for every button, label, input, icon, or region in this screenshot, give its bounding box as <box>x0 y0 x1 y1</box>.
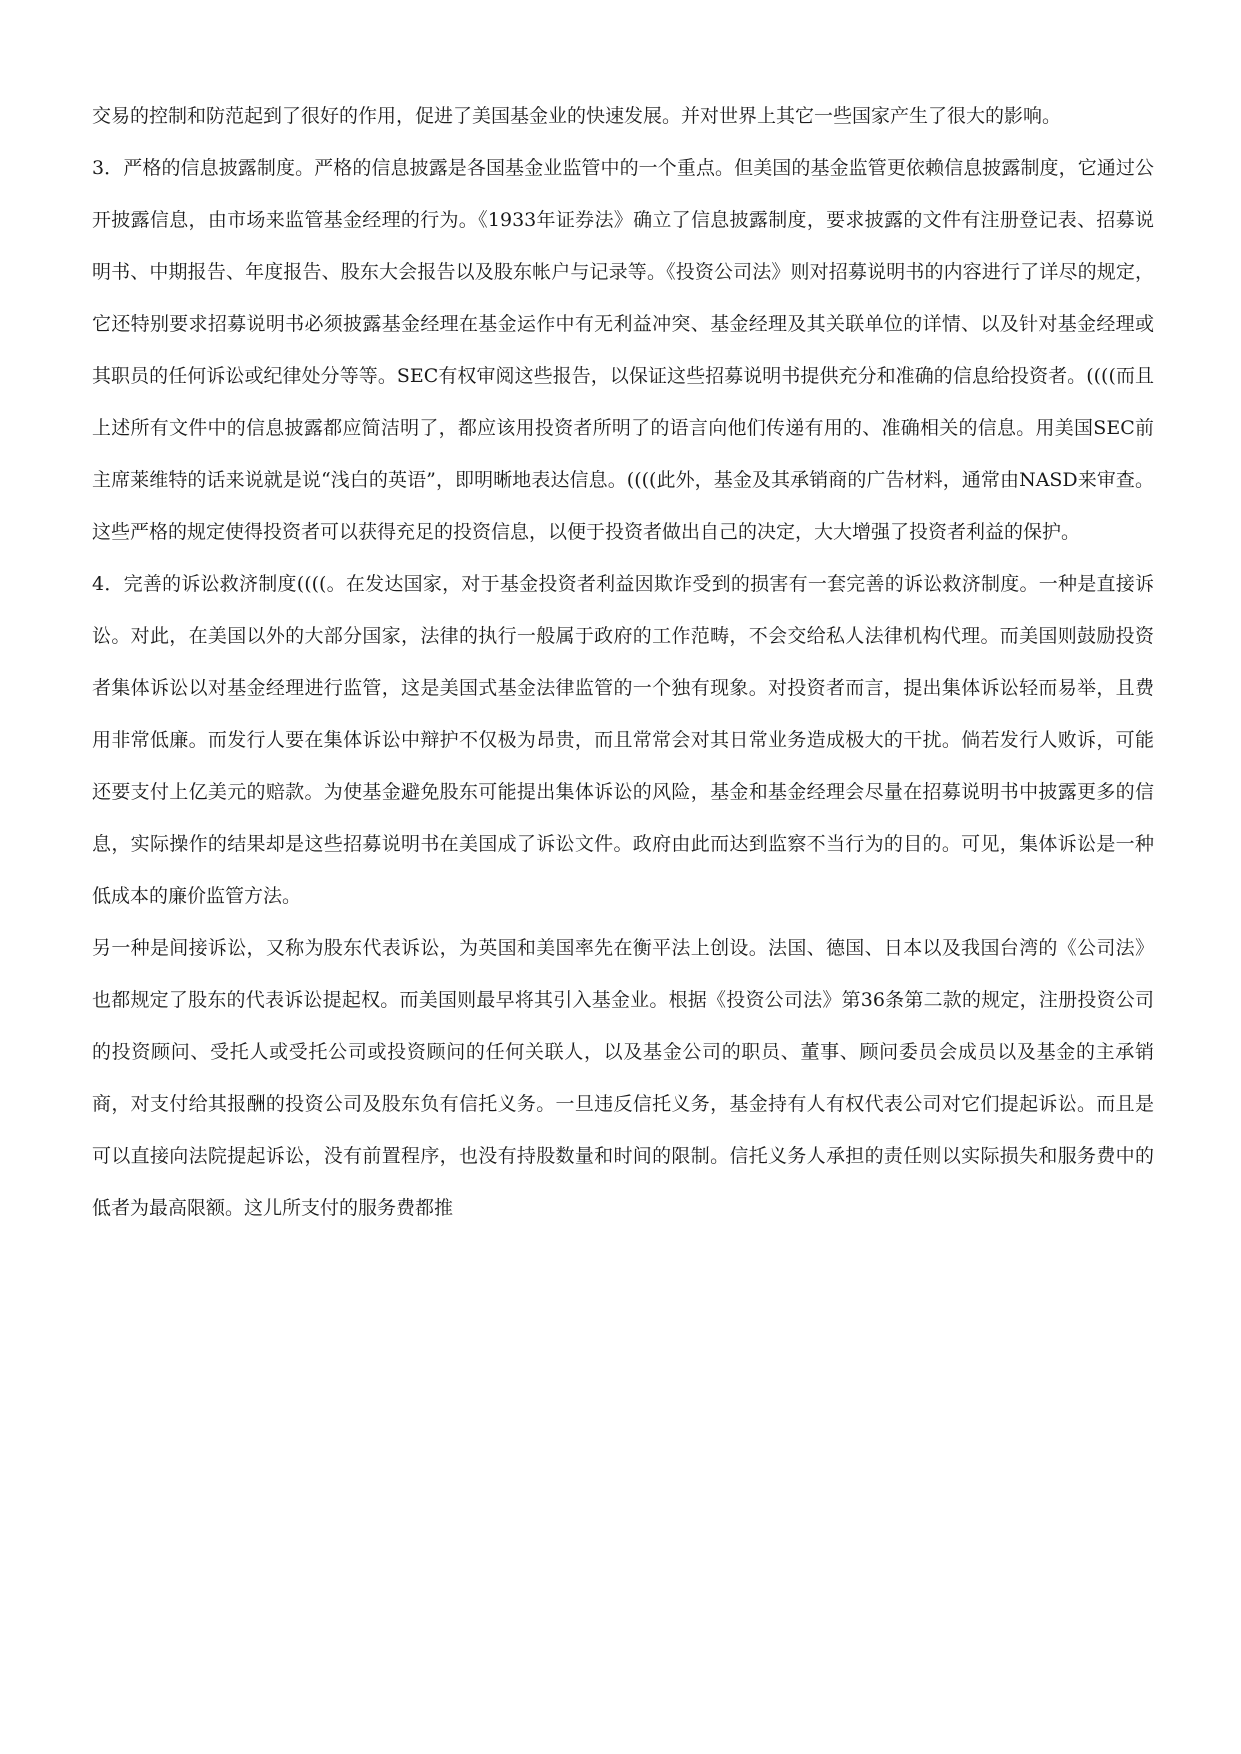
paragraph-disclosure-system: 3．严格的信息披露制度。严格的信息披露是各国基金业监管中的一个重点。但美国的基金监管更依赖信息披露制度，它通过公开披露信息，由市场来监管基金经理的行为。《1933年证券法》确立了信息披露制度，要求披露的文件有注册登记表、招募说明书、中期报告、年度报告、股东大会报告以及股东帐户与记录等。《投资公司法》则对招募说明书的内容进行了详尽的规定，它还特别要求招募说明书必须披露基金经理在基金运作中有无利益冲突、基金经理及其关联单位的详情、以及针对基金经理或其职员的任何诉讼或纪律处分等等。SEC有权审阅这些报告，以保证这些招募说明书提供充分和准确的信息给投资者。((((而且上述所有文件中的信息披露都应简洁明了，都应该用投资者所明了的语言向他们传递有用的、准确相关的信息。用美国SEC前主席莱维特的话来说就是说“浅白的英语”，即明晰地表达信息。((((此外，基金及其承销商的广告材料，通常由NASD来审查。这些严格的规定使得投资者可以获得充足的投资信息，以便于投资者做出自己的决定，大大增强了投资者利益的保护。 <box>92 157 1154 543</box>
document-body <box>92 90 1154 1234</box>
paragraph-litigation-relief: 4．完善的诉讼救济制度((((。在发达国家，对于基金投资者利益因欺诈受到的损害有一套完善的诉讼救济制度。一种是直接诉讼。对此，在美国以外的大部分国家，法律的执行一般属于政府的工作范畴，不会交给私人法律机构代理。而美国则鼓励投资者集体诉讼以对基金经理进行监管，这是美国式基金法律监管的一个独有现象。对投资者而言，提出集体诉讼轻而易举，且费用非常低廉。而发行人要在集体诉讼中辩护不仅极为昂贵，而且常常会对其日常业务造成极大的干扰。倘若发行人败诉，可能还要支付上亿美元的赔款。为使基金避免股东可能提出集体诉讼的风险，基金和基金经理会尽量在招募说明书中披露更多的信息，实际操作的结果却是这些招募说明书在美国成了诉讼文件。政府由此而达到监察不当行为的目的。可见，集体诉讼是一种低成本的廉价监管方法。 <box>92 573 1154 907</box>
paragraph-continuation: 交易的控制和防范起到了很好的作用，促进了美国基金业的快速发展。并对世界上其它一些国家产生了很大的影响。 <box>92 105 1062 127</box>
paragraph-indirect-litigation: 另一种是间接诉讼，又称为股东代表诉讼，为英国和美国率先在衡平法上创设。法国、德国、日本以及我国台湾的《公司法》也都规定了股东的代表诉讼提起权。而美国则最早将其引入基金业。根据《投资公司法》第36条第二款的规定，注册投资公司的投资顾问、受托人或受托公司或投资顾问的任何关联人，以及基金公司的职员、董事、顾问委员会成员以及基金的主承销商，对支付给其报酬的投资公司及股东负有信托义务。一旦违反信托义务，基金持有人有权代表公司对它们提起诉讼。而且是可以直接向法院提起诉讼，没有前置程序，也没有持股数量和时间的限制。信托义务人承担的责任则以实际损失和服务费中的低者为最高限额。这儿所支付的服务费都推 <box>92 937 1154 1219</box>
